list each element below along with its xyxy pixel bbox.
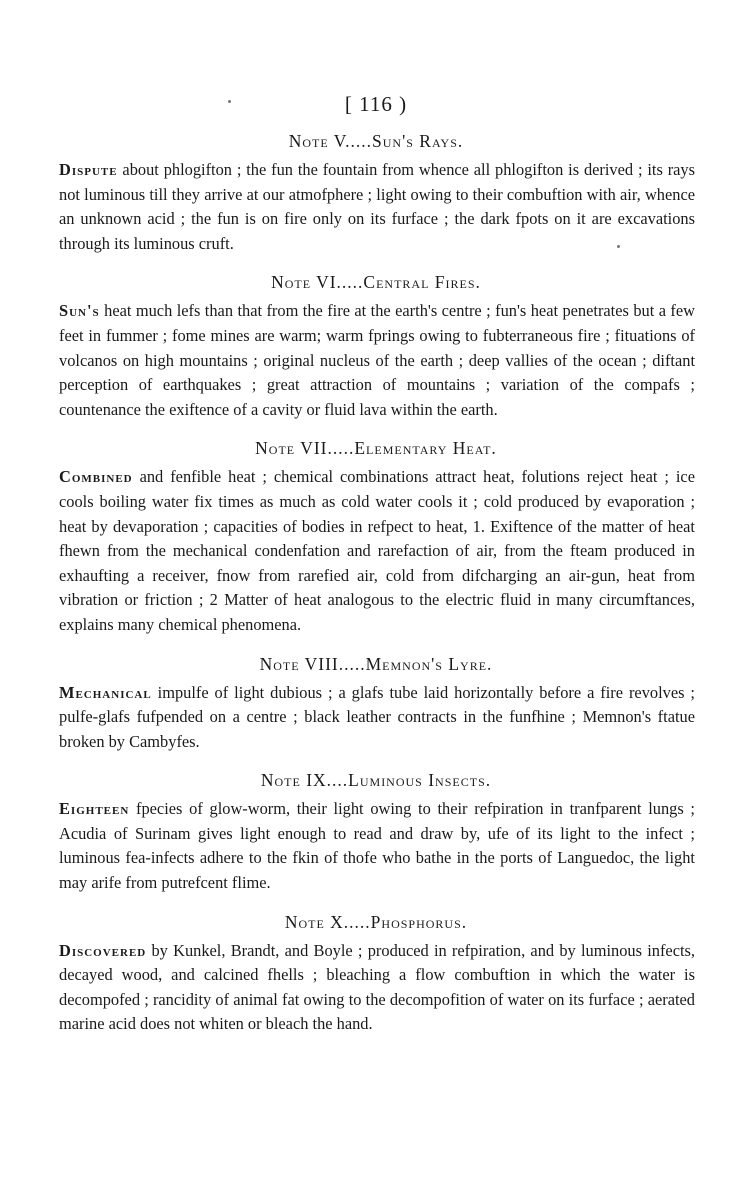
- page-number: [ 116 ): [344, 92, 408, 116]
- note-lead-word: Sun's: [59, 301, 100, 321]
- note-lead-word: Discovered: [59, 940, 147, 960]
- note-9: [57, 770, 695, 895]
- note-8: [57, 654, 695, 755]
- note-text: fpecies of glow-worm, their light owing to their refpiration in tranfparent lungs ; Acudia of Surinam gives light enough to read and draw by, ufe of its light to the infect ; luminous fea-infects adhere to the fkin of thofe who bathe in the ports of Languedoc, the light may arife from putrefcent flime.: [59, 799, 695, 893]
- note-text: impulfe of light dubious ; a glafs tube laid horizontally before a fire revolves ; pulfe-glafs fufpended on a centre ; black leather contracts in the funfhine ; Memnon's ftatue broken by Cambyfes.: [59, 682, 695, 751]
- note-title: Note VI.....Central Fires.: [271, 272, 481, 293]
- note-body: [59, 939, 695, 1037]
- note-title: Note IX....Luminous Insects.: [260, 770, 492, 791]
- note-body: [59, 158, 695, 256]
- note-7: [57, 438, 695, 637]
- note-text: by Kunkel, Brandt, and Boyle ; produced in refpiration, and by luminous infects, decayed wood, and calcined fhells ; bleaching a flow combuftion in which the water is decompofed ; rancidity of animal fat owing to the decompofition of water on its furface ; aerated marine acid does not whiten or bleach the hand.: [59, 940, 695, 1034]
- ink-speck: [228, 100, 231, 103]
- note-title: Note X.....Phosphorus.: [284, 911, 468, 932]
- note-6: [57, 272, 695, 422]
- note-lead-word: Combined: [59, 467, 133, 487]
- note-body: [59, 465, 695, 637]
- note-text: and fenfible heat ; chemical combinations attract heat, folutions reject heat ; ice cools boiling water fix times as much as cold water cools it ; cold produced by evaporation ; heat by devaporation ; capacities of bodies in refpect to heat, 1. Exiftence of the matter of heat fhewn from the mechanical condenfation and rarefaction of air, from the fteam produced in exhaufting a receiver, fnow from rarefied air, cold from difcharging an air-gun, heat from vibration or friction ; 2 Matter of heat analogous to the electric fluid in many circumftances, explains many chemical phenomena.: [59, 467, 695, 634]
- note-10: [57, 912, 695, 1037]
- note-lead-word: Eighteen: [59, 799, 130, 819]
- note-body: [59, 797, 695, 895]
- note-5: [57, 131, 695, 256]
- note-body: [59, 681, 695, 755]
- note-title: Note VII.....Elementary Heat.: [255, 438, 497, 459]
- note-text: heat much lefs than that from the fire at the earth's centre ; fun's heat penetrates but a few feet in fummer ; fome mines are warm; warm fprings owing to fubterraneous fire ; fituations of volcanos on high mountains ; original nucleus of the earth ; deep vallies of the ocean ; diftant perception of earthquakes ; great attraction of mountains ; variation of the compafs ; countenance the exiftence of a cavity or fluid lava within the earth.: [59, 301, 695, 419]
- note-title: Note V.....Sun's Rays.: [288, 131, 464, 151]
- note-lead-word: Dispute: [59, 160, 118, 179]
- note-body: [59, 299, 695, 422]
- ink-speck: [617, 245, 620, 248]
- note-title: Note VIII.....Memnon's Lyre.: [259, 653, 493, 674]
- note-lead-word: Mechanical: [59, 682, 152, 702]
- note-text: about phlogifton ; the fun the fountain from whence all phlogifton is derived ; its rays not luminous till they arrive at our atmofphere ; light owing to their combuftion with air, whence an unknown acid ; the fun is on fire only on its furface ; the dark fpots on it are excavations through its luminous cruft.: [59, 160, 695, 253]
